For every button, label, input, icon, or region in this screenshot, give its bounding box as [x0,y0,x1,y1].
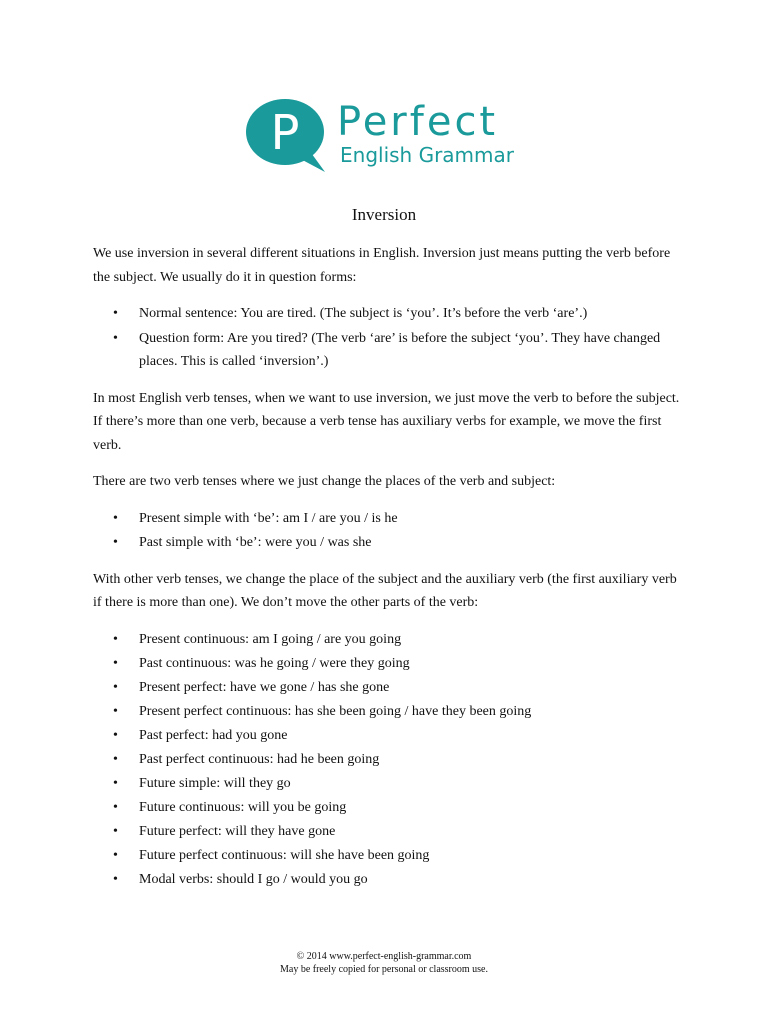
list-item: • Normal sentence: You are tired. (The subject is ‘you’. It’s before the verb ‘are’.) [93,302,683,326]
copyright-line: © 2014 www.perfect-english-grammar.com [296,951,472,962]
bullet: • [113,535,118,550]
bullet: • [113,847,118,863]
speech-bubble-icon [245,98,329,172]
list-item: • Present perfect: have we gone / has she gone [93,676,683,700]
bullet: • [113,703,118,719]
bullet: • [113,751,118,767]
be-tenses-list [93,507,683,555]
other-tenses-list [93,628,683,892]
list-item: • Future simple: will they go [93,772,683,796]
bullet: • [113,823,118,839]
logo-word: Perfect [337,99,499,145]
examples-list [93,302,683,374]
list-item: • Future perfect: will they have gone [93,820,683,844]
bullet: • [113,655,118,671]
bullet: • [113,510,118,526]
footer [0,950,768,976]
list-item: • Past continuous: was he going / were they going [93,652,683,676]
list-item: • Present continuous: am I going / are you going [93,628,683,652]
bullet: • [113,727,118,743]
list-item: • Present perfect continuous: has she been going / have they been going [93,700,683,724]
list-item: • Future perfect continuous: will she have been going [93,844,683,868]
bullet: • [113,306,118,321]
bullet: • [113,679,118,695]
list-item: • Present simple with ‘be’: am I / are you / is he [93,507,683,531]
bullet: • [113,775,118,791]
list-item: • Future continuous: will you be going [93,796,683,820]
bullet: • [113,799,118,815]
paragraph-two-tenses: There are two verb tenses where we just change the places of the verb and subject: [93,474,556,489]
list-item: • Question form: Are you tired? (The verb ‘are’ is before the subject ‘you’. They have changed places. This is called ‘inversion’.) [93,327,683,374]
intro-paragraph: We use inversion in several different situations in English. Inversion just means putting the verb before the subject. We usually do it in question forms: [93,246,671,285]
document-body [93,242,683,904]
paragraph-other-tenses: With other verb tenses, we change the place of the subject and the auxiliary verb (the first auxiliary verb if there is more than one). We don’t move the other parts of the verb: [93,571,677,610]
list-item: • Past simple with ‘be’: were you / was she [93,531,683,555]
paragraph-verb-tenses: In most English verb tenses, when we want to use inversion, we just move the verb to before the subject. If there’s more than one verb, because a verb tense has auxiliary verbs for example, we move the first verb. [93,390,680,453]
list-item: • Modal verbs: should I go / would you go [93,868,683,892]
list-item: • Past perfect: had you gone [93,724,683,748]
bullet: • [113,631,118,647]
bullet: • [113,330,118,346]
logo-subtitle: English Grammar [340,143,514,167]
list-item: • Past perfect continuous: had he been going [93,748,683,772]
bullet: • [113,871,118,887]
license-line: May be freely copied for personal or classroom use. [280,964,488,975]
page-title: Inversion [351,205,417,224]
logo [245,98,535,178]
logo-letter: P [270,105,300,161]
